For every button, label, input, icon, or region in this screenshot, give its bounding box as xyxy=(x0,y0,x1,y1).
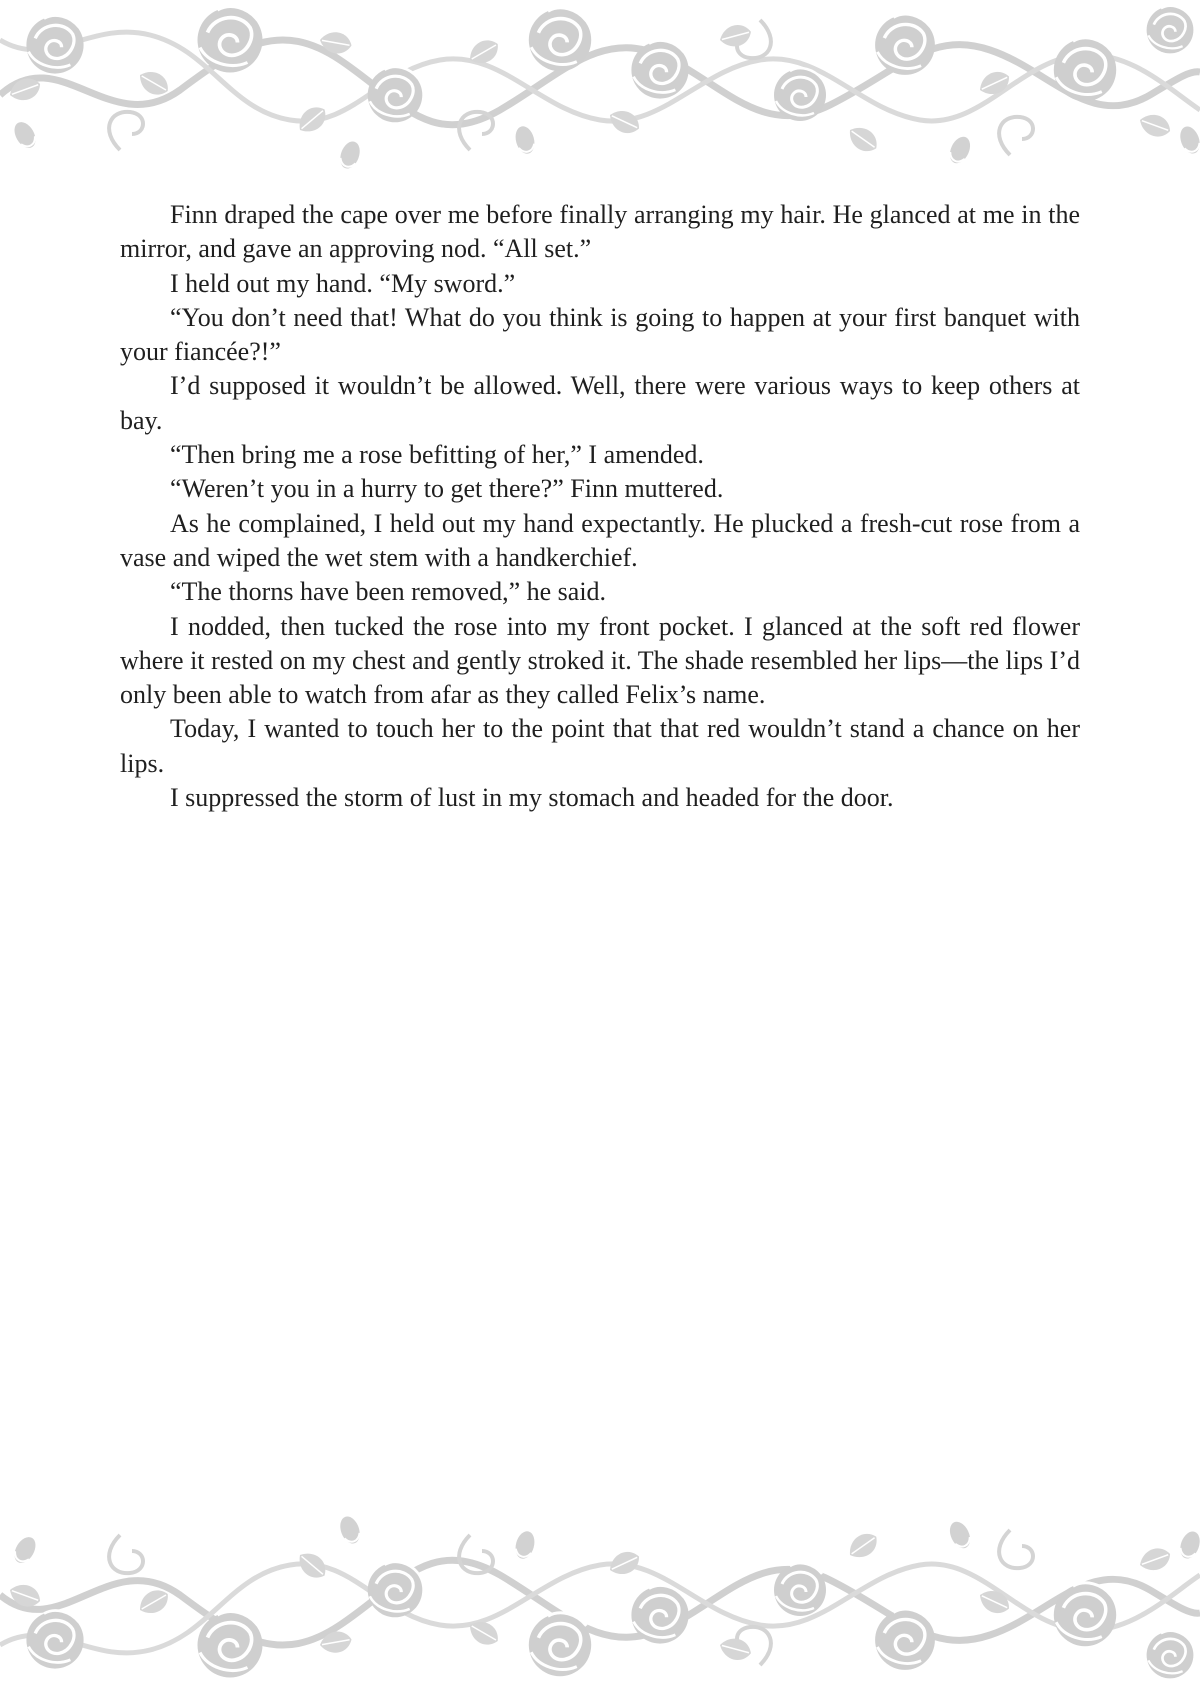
rose-vine-border-icon xyxy=(0,1505,1200,1685)
paragraph: “Weren’t you in a hurry to get there?” Finn muttered. xyxy=(170,474,724,504)
paragraph: I held out my hand. “My sword.” xyxy=(170,268,516,298)
paragraph: As he complained, I held out my hand expectantly. He plucked a fresh-cut rose from a vase and wiped the wet stem with a handkerchief. xyxy=(120,508,1080,572)
rose-vine-border-icon xyxy=(0,0,1200,180)
paragraph: Today, I wanted to touch her to the point that that red wouldn’t stand a chance on her lips. xyxy=(120,714,1080,778)
top-rose-border xyxy=(0,0,1200,180)
page-text xyxy=(120,198,1080,815)
paragraph: I nodded, then tucked the rose into my front pocket. I glanced at the soft red flower where it rested on my chest and gently stroked it. The shade resembled her lips—the lips I’d only been able to watch from afar as they called Felix’s name. xyxy=(120,611,1080,710)
paragraph: “The thorns have been removed,” he said. xyxy=(170,577,607,607)
bottom-rose-border xyxy=(0,1505,1200,1685)
paragraph: I’d supposed it wouldn’t be allowed. Well, there were various ways to keep others at bay. xyxy=(120,371,1080,435)
paragraph: “Then bring me a rose befitting of her,” I amended. xyxy=(170,440,704,470)
paragraph: I suppressed the storm of lust in my stomach and headed for the door. xyxy=(170,783,894,813)
paragraph: “You don’t need that! What do you think is going to happen at your first banquet with your fiancée?!” xyxy=(120,302,1080,367)
paragraph: Finn draped the cape over me before finally arranging my hair. He glanced at me in the mirror, and gave an approving nod. “All set.” xyxy=(120,200,1080,264)
